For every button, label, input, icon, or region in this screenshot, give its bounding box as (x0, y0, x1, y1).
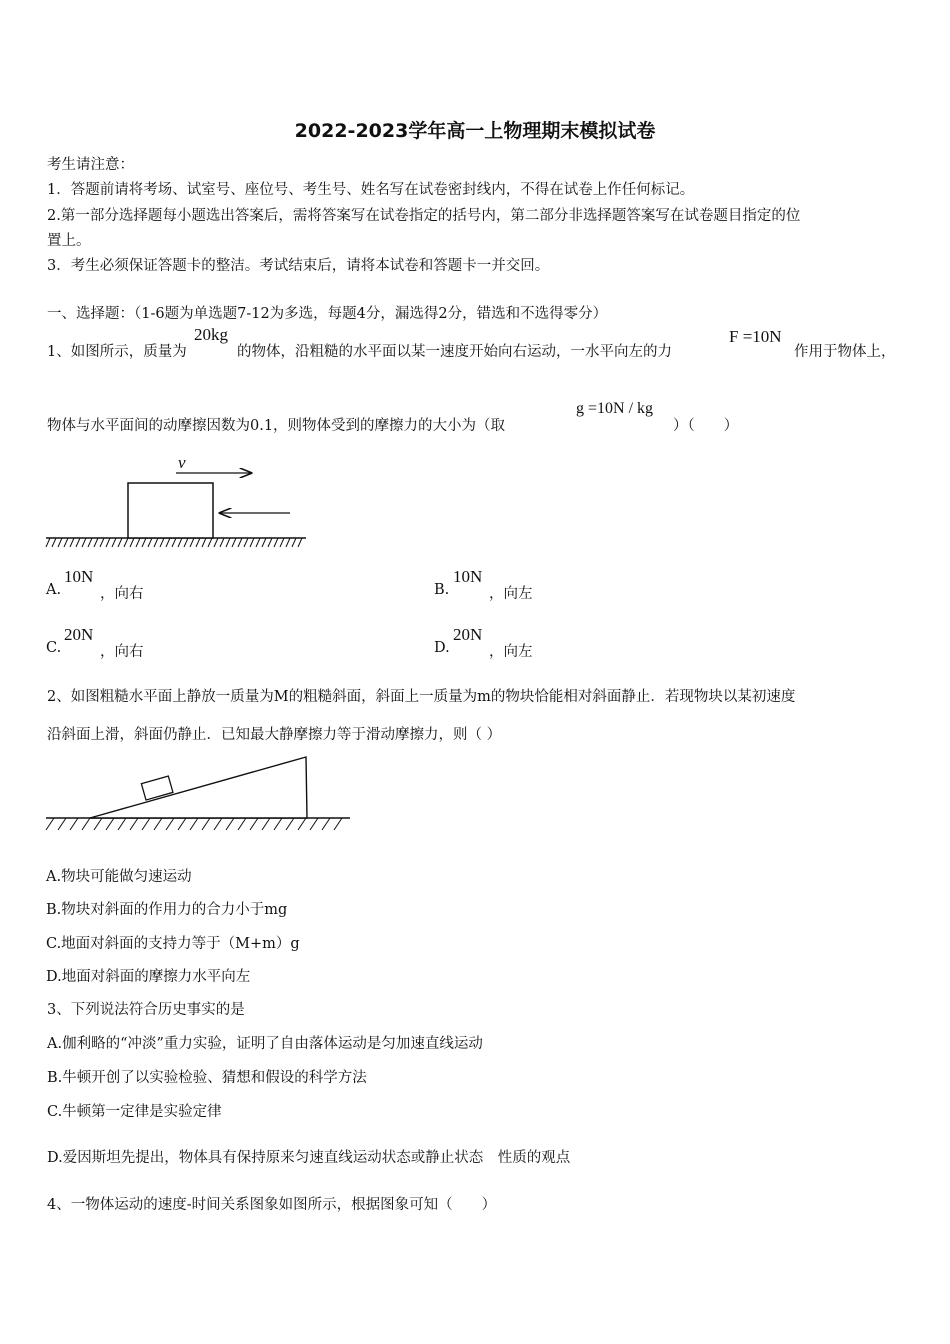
q3-option-d: D.爱因斯坦先提出，物体具有保持原来匀速直线运动状态或静止状态 性质的观点 (47, 1150, 571, 1166)
q2-option-a: A.物块可能做匀速运动 (46, 869, 192, 885)
q1-force: F =10N (729, 327, 782, 346)
q2-option-c: C.地面对斜面的支持力等于（M+m）g (46, 936, 300, 952)
q3-option-b: B.牛顿开创了以实验检验、猜想和假设的科学方法 (47, 1070, 367, 1086)
q1-option-a (46, 582, 61, 598)
q1-option-b: B. (434, 582, 450, 598)
q1-g-value: g =10N / kg (576, 400, 654, 417)
q1-option-d-value: 20N (453, 625, 483, 644)
q1-option-d-suffix: ，向左 (489, 644, 533, 660)
q1-option-d: D. (434, 640, 450, 656)
q2-incline-figure (46, 752, 352, 834)
q1-option-c-suffix: ，向右 (100, 644, 144, 660)
velocity-label: v (178, 453, 186, 472)
q1-option-c-value: 20N (64, 625, 94, 644)
q1-text-b: 的物体，沿粗糙的水平面以某一速度开始向右运动，一水平向左的力 (237, 344, 672, 360)
q2-stem-line2: 沿斜面上滑，斜面仍静止．已知最大静摩擦力等于滑动摩擦力，则（ ） (47, 727, 502, 743)
q1-option-b-suffix: ，向左 (489, 586, 533, 602)
q1-option-c: C. (46, 640, 62, 656)
option-letter: A. (46, 582, 62, 598)
notice-item-2: 2.第一部分选择题每小题选出答案后，需将答案写在试卷指定的括号内，第二部分非选择题答案写在试卷题目指定的位 (47, 208, 801, 224)
q3-option-a: A.伽利略的“冲淡”重力实验，证明了自由落体运动是匀加速直线运动 (47, 1036, 483, 1052)
q1-option-b-value: 10N (453, 567, 483, 586)
q1-block-figure (46, 452, 308, 552)
notice-item-2-cont: 置上。 (47, 233, 91, 249)
q3-stem: 3、下列说法符合历史事实的是 (47, 1002, 245, 1018)
q1-text-a: 1、如图所示，质量为 (47, 344, 187, 360)
notice-heading: 考生请注意： (47, 157, 134, 173)
q4-stem: 4、一物体运动的速度-时间关系图象如图所示，根据图象可知（ ） (47, 1197, 497, 1213)
notice-item-1: 1．答题前请将考场、试室号、座位号、考生号、姓名写在试卷密封线内，不得在试卷上作任何标记。 (47, 182, 695, 198)
q2-option-b: B.物块对斜面的作用力的合力小于mg (46, 902, 288, 918)
incline (90, 757, 307, 818)
q1-text-c: 作用于物体上， (794, 344, 896, 360)
q2-option-d: D.地面对斜面的摩擦力水平向左 (46, 969, 251, 985)
q1-mass: 20kg (194, 325, 228, 344)
q1-option-a-value: 10N (64, 567, 94, 586)
q1-option-a-suffix: ，向右 (100, 586, 144, 602)
section-heading: 一、选择题：（1-6题为单选题7-12为多选，每题4分，漏选得2分，错选和不选得零分） (47, 306, 608, 322)
q3-option-c: C.牛顿第一定律是实验定律 (47, 1104, 222, 1120)
block (128, 483, 213, 538)
q1-text-e: ）（ ） (673, 418, 739, 434)
notice-item-3: 3．考生必须保证答题卡的整洁。考试结束后，请将本试卷和答题卡一并交回。 (47, 258, 550, 274)
q1-text-d: 物体与水平面间的动摩擦因数为0.1，则物体受到的摩擦力的大小为（取 (47, 418, 506, 434)
q2-stem-line1: 2、如图粗糙水平面上静放一质量为M的粗糙斜面，斜面上一质量为m的物块恰能相对斜面静止．若现物块以某初速度 (47, 689, 796, 705)
page-title: 2022-2023学年高一上物理期末模拟试卷 (294, 120, 656, 142)
